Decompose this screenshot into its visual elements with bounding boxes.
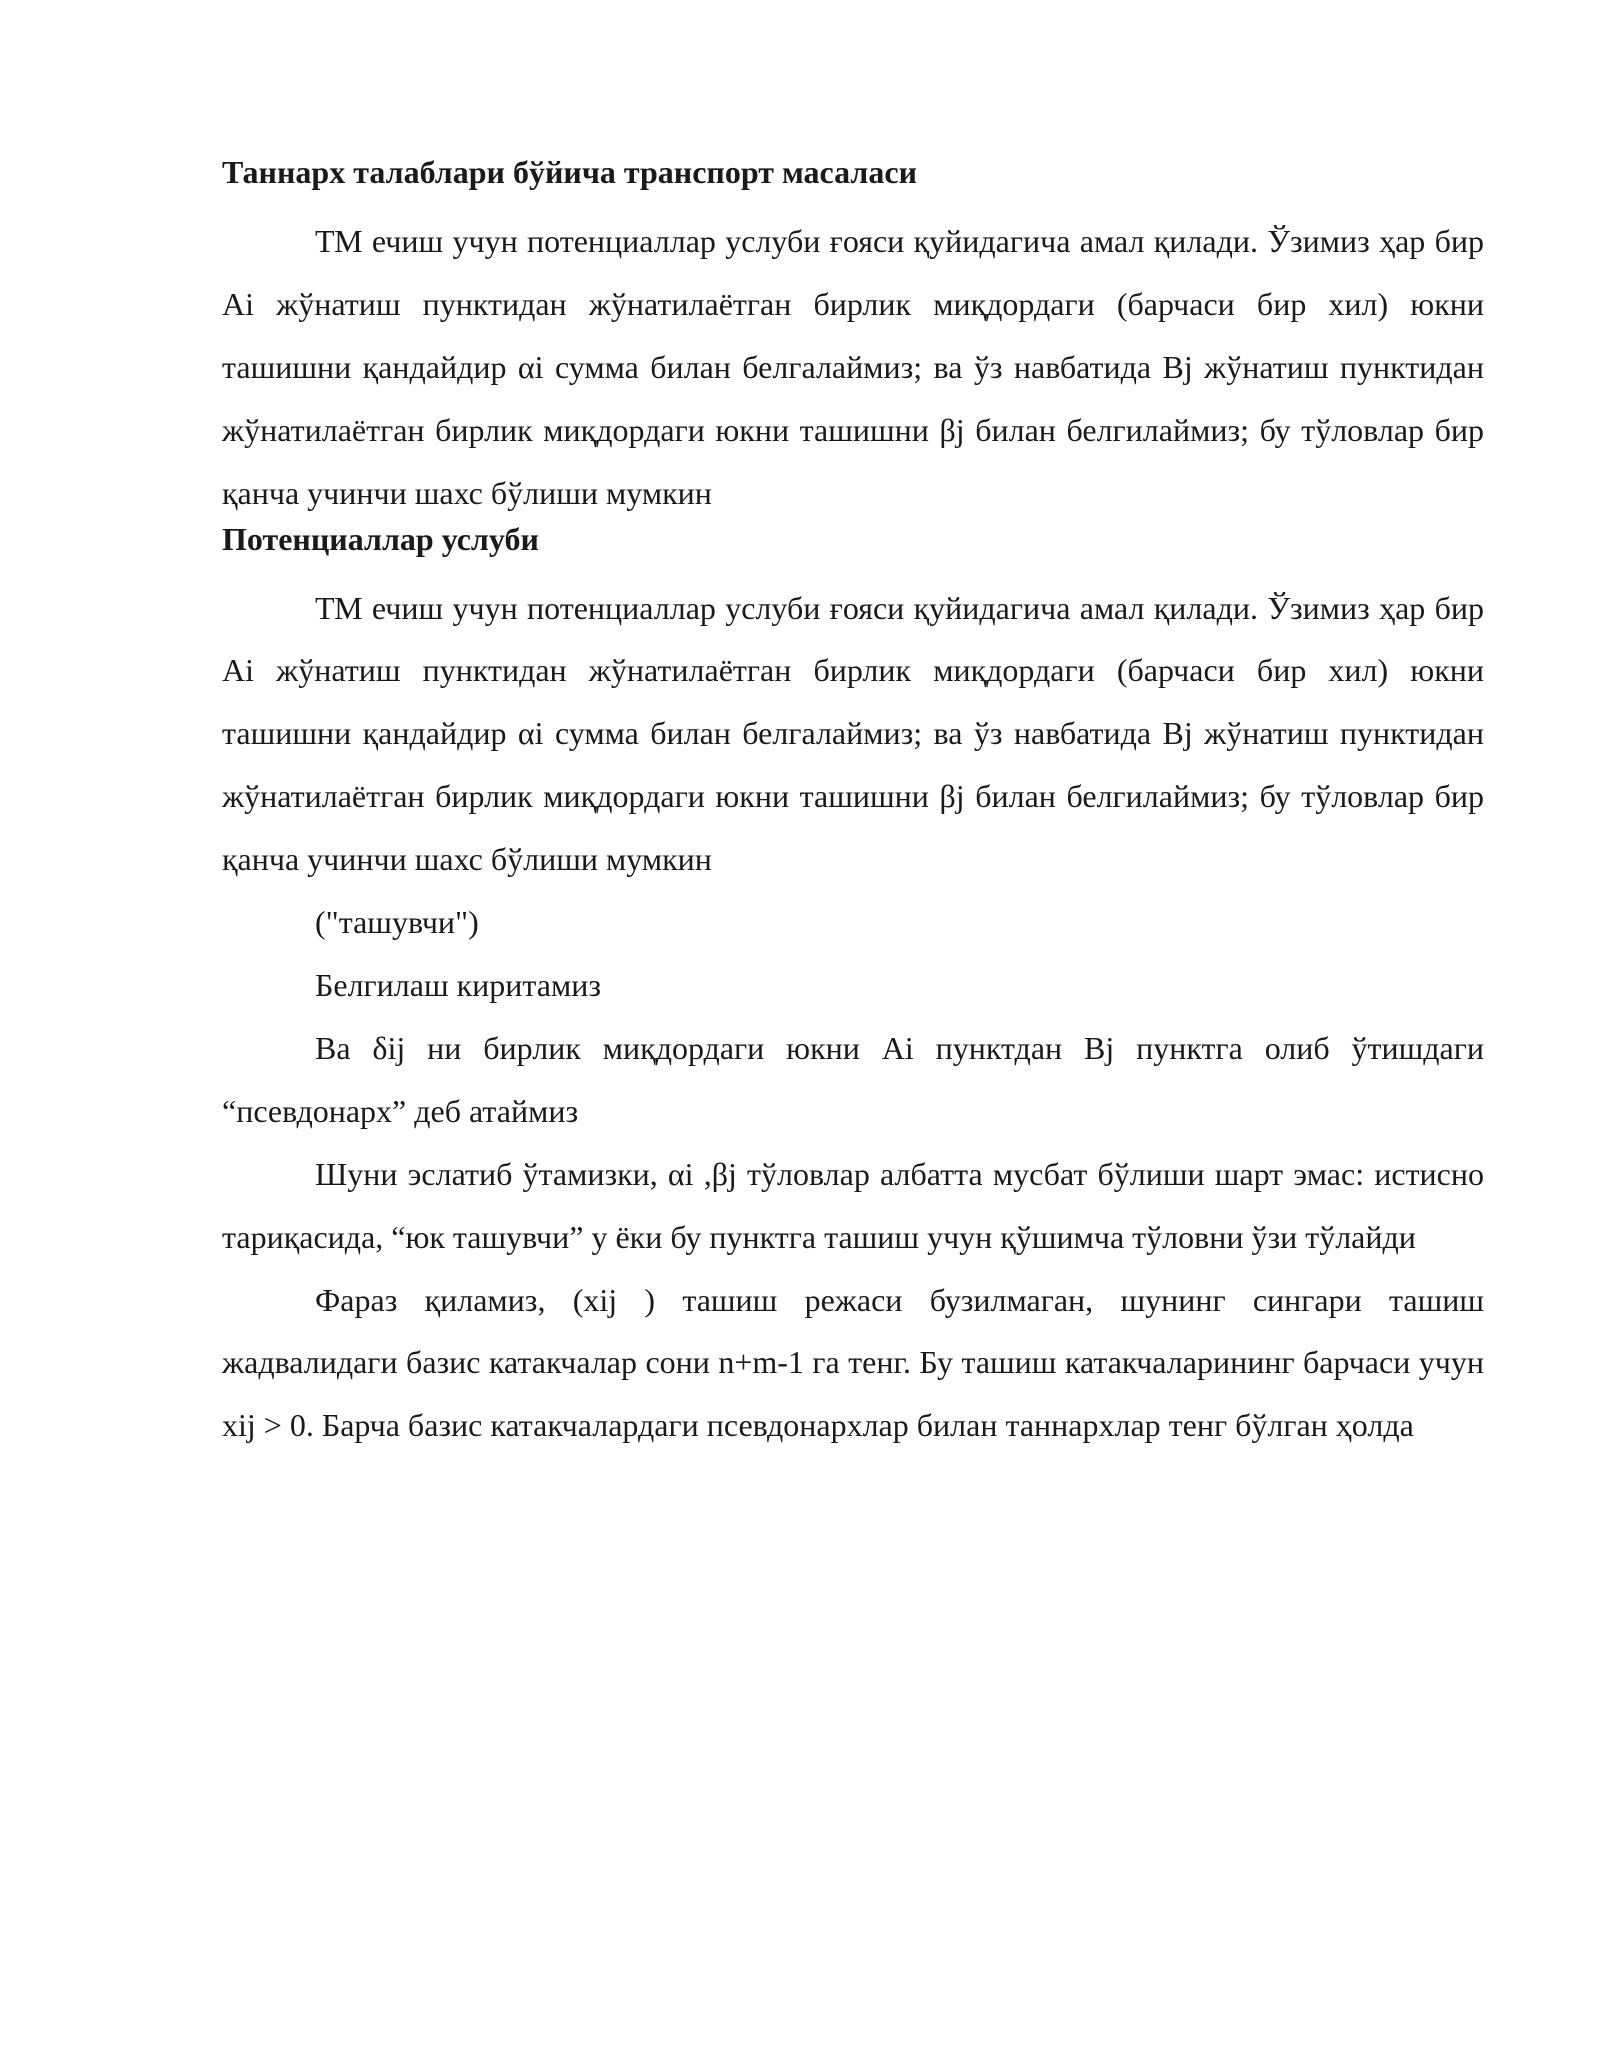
paragraph: Белгилаш киритамиз xyxy=(315,966,601,1003)
section-heading: Потенциаллар услуби xyxy=(222,520,539,557)
paragraph: Шуни эслатиб ўтамизки, αi ,βj тўловлар албатта мусбат бўлиши шарт эмас: истисно тариқасида, “юк ташувчи” у ёки бу пунктга ташиш учун қўшимча тўловни ўзи тўлайди xyxy=(222,1155,1484,1255)
paragraph: ТМ ечиш учун потенциаллар услуби ғояси қуйидагича амал қилади. Ўзимиз ҳар бир Ai жўнатиш пунктидан жўнатилаётган бирлик миқдордаги (барчаси бир хил) юкни ташишни қандайдир αi сумма билан белгалаймиз; ва ўз навбатида Bj жўнатиш пунктидан жўнатилаётган бирлик миқдордаги юкни ташишни βj билан белгилаймиз; бу тўловлар бир қанча учинчи шахс бўлиши мумкин xyxy=(222,223,1484,511)
document-page xyxy=(222,148,1484,1457)
paragraph: Фараз қиламиз, (xij ) ташиш режаси бузилмаган, шунинг сингари ташиш жадвалидаги базис катакчалар сони n+m-1 га тенг. Бу ташиш катакчаларининг барчаси учун xij > 0. Барча базис катакчалардаги псевдонархлар билан таннархлар тенг бўлган ҳолда xyxy=(222,1281,1484,1444)
paragraph: ("ташувчи") xyxy=(315,904,479,941)
paragraph: Ва δij ни бирлик миқдордаги юкни Ai пунктдан Bj пунктга олиб ўтишдаги “псевдонарх” деб атаймиз xyxy=(222,1029,1484,1129)
section-heading: Таннарх талаблари бўйича транспорт масаласи xyxy=(222,154,917,190)
paragraph: ТМ ечиш учун потенциаллар услуби ғояси қуйидагича амал қилади. Ўзимиз ҳар бир Ai жўнатиш пунктидан жўнатилаётган бирлик миқдордаги (барчаси бир хил) юкни ташишни қандайдир αi сумма билан белгалаймиз; ва ўз навбатида Bj жўнатиш пунктидан жўнатилаётган бирлик миқдордаги юкни ташишни βj билан белгилаймиз; бу тўловлар бир қанча учинчи шахс бўлиши мумкин xyxy=(222,589,1484,878)
